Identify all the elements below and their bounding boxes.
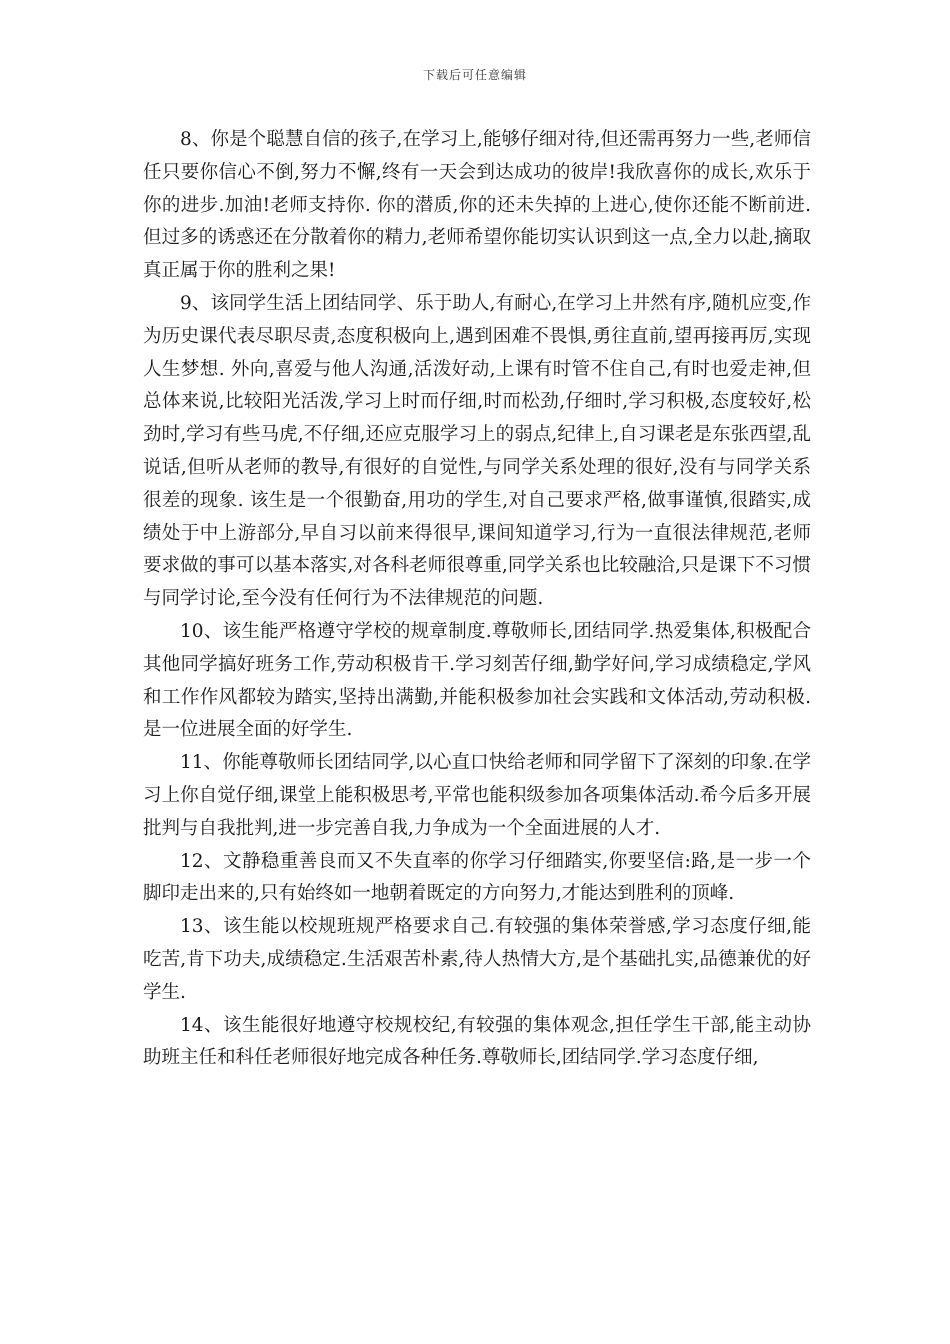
document-body [143, 124, 811, 1075]
page-header: 下载后可任意编辑 [422, 68, 527, 82]
paragraph-9: 9、该同学生活上团结同学、乐于助人,有耐心,在学习上井然有序,随机应变,作为历史课代表尽职尽责,态度积极向上,遇到困难不畏惧,勇往直前,望再接再厉,实现人生梦想. 外向,喜爱与他人沟通,活泼好动,上课有时管不住自己,有时也爱走神,但总体来说,比较阳光活泼,学习上时而仔细,时而松劲,仔细时,学习积极,态度较好,松劲时,学习有些马虎,不仔细,还应克服学习上的弱点,纪律上,自习课老是东张西望,乱说话,但听从老师的教导,有很好的自觉性,与同学关系处理的很好,没有与同学关系很差的现象. 该生是一个很勤奋,用功的学生,对自己要求严格,做事谨慎,很踏实,成绩处于中上游部分,早自习以前来得很早,课间知道学习,行为一直很法律规范,老师要求做的事可以基本落实,对各科老师很尊重,同学关系也比较融洽,只是课下不习惯与同学讨论,至今没有任何行为不法律规范的问题. [143, 292, 811, 610]
paragraph-14: 14、该生能很好地遵守校规校纪,有较强的集体观念,担任学生干部,能主动协助班主任和科任老师很好地完成各种任务.尊敬师长,团结同学.学习态度仔细, [143, 1014, 811, 1069]
paragraph-8: 8、你是个聪慧自信的孩子,在学习上,能够仔细对待,但还需再努力一些,老师信任只要你信心不倒,努力不懈,终有一天会到达成功的彼岸!我欣喜你的成长,欢乐于你的进步.加油!老师支持你. 你的潜质,你的还未失掉的上进心,使你还能不断前进.但过多的诱惑还在分散着你的精力,老师希望你能切实认识到这一点,全力以赴,摘取真正属于你的胜利之果! [143, 129, 811, 282]
paragraph-10: 10、该生能严格遵守学校的规章制度.尊敬师长,团结同学.热爱集体,积极配合其他同学搞好班务工作,劳动积极肯干.学习刻苦仔细,勤学好问,学习成绩稳定,学风和工作作风都较为踏实,坚持出满勤,并能积极参加社会实践和文体活动,劳动积极.是一位进展全面的好学生. [143, 620, 811, 741]
paragraph-12: 12、文静稳重善良而又不失直率的你学习仔细踏实,你要坚信:路,是一步一个脚印走出来的,只有始终如一地朝着既定的方向努力,才能达到胜利的顶峰. [143, 850, 811, 905]
paragraph-11: 11、你能尊敬师长团结同学,以心直口快给老师和同学留下了深刻的印象.在学习上你自觉仔细,课堂上能积极思考,平常也能积级参加各项集体活动.希今后多开展批判与自我批判,进一步完善自我,力争成为一个全面进展的人才. [143, 752, 811, 839]
paragraph-13: 13、该生能以校规班规严格要求自己.有较强的集体荣誉感,学习态度仔细,能吃苦,肯下功夫,成绩稳定.生活艰苦朴素,待人热情大方,是个基础扎实,品德兼优的好学生. [143, 916, 811, 1003]
